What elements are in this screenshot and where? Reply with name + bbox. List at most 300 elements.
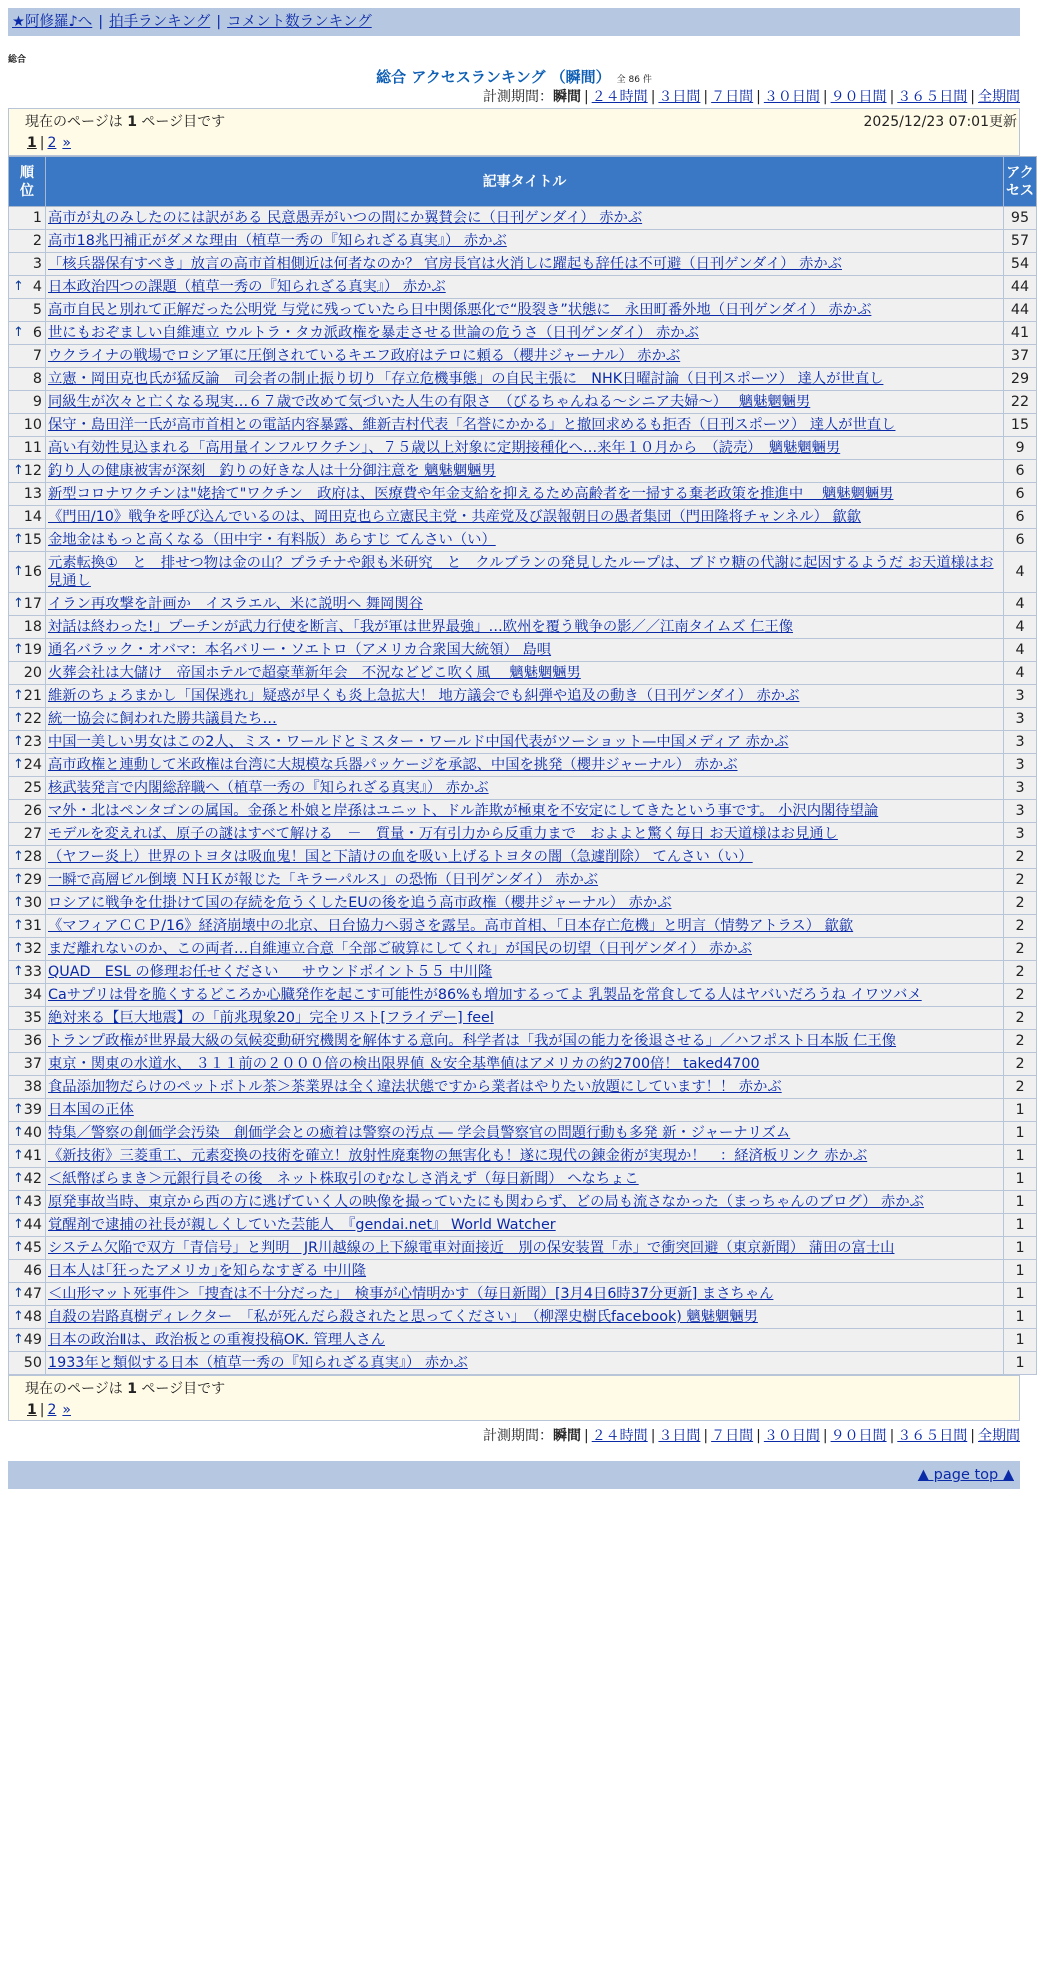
article-link[interactable]: 《マフィアＣＣＰ/16》経済崩壊中の北京、日台協力へ弱さを露呈。高市首相、「日本存亡危機」と明言（情勢アトラス） 歙歙 (48, 918, 854, 934)
rank-cell (9, 1168, 46, 1191)
table-row (9, 276, 1037, 299)
period-link[interactable]: ７日間 (711, 1428, 754, 1444)
rank-number: 23 (23, 734, 42, 750)
article-link[interactable]: 保守・島田洋一氏が高市首相との電話内容暴露、維新吉村代表「名誉にかかる」と撤回求めるも拒否（日刊スポーツ） 達人が世直し (48, 417, 896, 433)
rank-cell (9, 731, 46, 754)
title-cell (46, 322, 1004, 345)
access-count: 1 (1004, 1260, 1037, 1283)
pager-separator: | (39, 1402, 45, 1418)
title-cell (46, 1007, 1004, 1030)
table-row (9, 915, 1037, 938)
rank-cell (9, 984, 46, 1007)
access-count: 1 (1004, 1237, 1037, 1260)
table-row (9, 984, 1037, 1007)
access-count: 3 (1004, 777, 1037, 800)
table-row (9, 823, 1037, 846)
rank-cell (9, 662, 46, 685)
up-arrow-icon: ↑ (13, 1286, 24, 1301)
article-link[interactable]: 火葬会社は大儲け 帝国ホテルで超豪華新年会 不況などどこ吹く風 魑魅魍魎男 (48, 665, 581, 681)
up-arrow-icon: ↑ (13, 1332, 24, 1347)
title-cell (46, 938, 1004, 961)
title-cell (46, 708, 1004, 731)
table-row (9, 1053, 1037, 1076)
pager-current-page: 1 (27, 1402, 37, 1418)
period-separator: | (650, 1428, 656, 1444)
access-count: 29 (1004, 368, 1037, 391)
rank-number: 29 (23, 872, 42, 888)
article-link[interactable]: 1933年と類似する日本（植草一秀の『知られざる真実』） 赤かぶ (48, 1355, 468, 1371)
period-link[interactable]: ９０日間 (830, 1428, 887, 1444)
title-cell (46, 1352, 1004, 1375)
title-cell (46, 1191, 1004, 1214)
access-count: 1 (1004, 1306, 1037, 1329)
rank-cell (9, 230, 46, 253)
rank-cell (9, 253, 46, 276)
rank-number: 40 (23, 1125, 42, 1141)
up-arrow-icon: ↑ (13, 325, 24, 340)
page-top-link[interactable]: ▲ page top ▲ (917, 1467, 1014, 1483)
pager-next-link[interactable]: » (62, 1402, 71, 1418)
up-arrow-icon: ↑ (13, 1194, 24, 1209)
access-count: 2 (1004, 961, 1037, 984)
title-cell (46, 1145, 1004, 1168)
access-count: 3 (1004, 708, 1037, 731)
article-link[interactable]: システム欠陥で双方「青信号」と判明 JR川越線の上下線電車対面接近 別の保安装置「赤」で衝突回避（東京新聞） 蒲田の富士山 (48, 1240, 895, 1256)
rank-number: 11 (23, 440, 42, 456)
access-count: 1 (1004, 1191, 1037, 1214)
article-link[interactable]: 元素転換① と 排せつ物は金の山？プラチナや銀も米研究 と クルブランの発見したループは、ブドウ糖の代謝に起因するようだ お天道様はお見通し (48, 555, 994, 589)
article-link[interactable]: 釣り人の健康被害が深刻 釣りの好きな人は十分御注意を 魑魅魍魎男 (48, 463, 496, 479)
rank-cell (9, 299, 46, 322)
rank-number: 12 (23, 463, 42, 479)
access-count: 3 (1004, 823, 1037, 846)
rank-number: 36 (23, 1033, 42, 1049)
article-link[interactable]: 原発事故当時、東京から西の方に逃げていく人の映像を撮っていたにも関わらず、どの局も流さなかった（まっちゃんのブログ） 赤かぶ (48, 1194, 924, 1210)
rank-cell (9, 1076, 46, 1099)
title-cell (46, 1168, 1004, 1191)
rank-number: 32 (23, 941, 42, 957)
title-cell (46, 1260, 1004, 1283)
access-count: 4 (1004, 552, 1037, 593)
period-label: 計測期間： (482, 1428, 553, 1444)
title-cell (46, 552, 1004, 593)
title-cell (46, 915, 1004, 938)
title-cell (46, 616, 1004, 639)
title-cell (46, 437, 1004, 460)
article-link[interactable]: 東京・関東の水道水、 ３１１前の２０００倍の検出限界値 ＆安全基準値はアメリカの約2700倍！ taked4700 (48, 1056, 760, 1072)
rank-number: 46 (23, 1263, 42, 1279)
article-link[interactable]: 世にもおぞましい自維連立 ウルトラ・タカ派政権を暴走させる世論の危うさ（日刊ゲンダイ） 赤かぶ (48, 325, 699, 341)
table-row (9, 639, 1037, 662)
table-row (9, 253, 1037, 276)
up-arrow-icon: ↑ (13, 564, 24, 579)
title-cell (46, 662, 1004, 685)
up-arrow-icon: ↑ (13, 1125, 24, 1140)
rank-cell (9, 1007, 46, 1030)
article-link[interactable]: 高い有効性見込まれる「高用量インフルワクチン」、７５歳以上対象に定期接種化へ…来年１０月から （読売） 魑魅魍魎男 (48, 440, 841, 456)
ranking-table (8, 156, 1037, 1375)
pager-page-link[interactable]: 2 (47, 1402, 57, 1418)
up-arrow-icon: ↑ (13, 1309, 24, 1324)
access-count: 44 (1004, 276, 1037, 299)
table-row (9, 892, 1037, 915)
pager-next-link[interactable]: » (62, 135, 71, 151)
access-count: 37 (1004, 345, 1037, 368)
home-link[interactable]: ★阿修羅♪へ (12, 14, 93, 30)
pager-separator: | (39, 135, 45, 151)
up-arrow-icon: ↑ (13, 688, 24, 703)
comment-ranking-link[interactable]: コメント数ランキング (227, 14, 372, 30)
period-separator: | (889, 89, 895, 105)
table-row (9, 869, 1037, 892)
period-separator: | (703, 1428, 709, 1444)
article-link[interactable]: トランプ政権が世界最大級の気候変動研究機関を解体する意向。科学者は「我が国の能力を後退させる」／ハフポスト日本版 仁王像 (48, 1033, 897, 1049)
access-count: 41 (1004, 322, 1037, 345)
rank-number: 22 (23, 711, 42, 727)
period-link[interactable]: ９０日間 (830, 89, 887, 105)
access-count: 6 (1004, 483, 1037, 506)
table-row (9, 437, 1037, 460)
rank-number: 28 (23, 849, 42, 865)
access-count: 4 (1004, 662, 1037, 685)
title-cell (46, 685, 1004, 708)
table-row (9, 1099, 1037, 1122)
access-count: 4 (1004, 593, 1037, 616)
article-link[interactable]: 核武装発言で内閣総辞職へ（植草一秀の『知られざる真実』） 赤かぶ (48, 780, 489, 796)
period-separator: | (822, 1428, 828, 1444)
access-count: 1 (1004, 1329, 1037, 1352)
page-info-prefix: 現在のページは (25, 1381, 123, 1397)
table-row (9, 1191, 1037, 1214)
access-count: 2 (1004, 846, 1037, 869)
rank-number: 2 (32, 233, 42, 249)
article-link[interactable]: 金地金はもっと高くなる（田中宇・有料版）あらすじ てんさい（い） (48, 532, 496, 548)
article-link[interactable]: 絶対来る【巨大地震】の「前兆現象20」完全リスト[フライデー] feel (48, 1010, 494, 1026)
rank-number: 43 (23, 1194, 42, 1210)
table-row (9, 1076, 1037, 1099)
title-header: 記事タイトル (46, 157, 1004, 207)
rank-number: 34 (23, 987, 42, 1003)
access-count: 6 (1004, 529, 1037, 552)
period-link[interactable]: 全期間 (978, 89, 1020, 105)
article-link[interactable]: 日本国の正体 (48, 1102, 134, 1118)
applause-ranking-link[interactable]: 拍手ランキング (109, 14, 211, 30)
access-count: 4 (1004, 616, 1037, 639)
access-count: 3 (1004, 754, 1037, 777)
rank-number: 7 (32, 348, 42, 364)
article-link[interactable]: ＜紙幣ばらまき＞元銀行員その後 ネット株取引のむなしさ消えず（毎日新聞） へなちょこ (48, 1171, 639, 1187)
access-count: 44 (1004, 299, 1037, 322)
period-current: 瞬間 (552, 89, 581, 105)
period-separator: | (822, 89, 828, 105)
title-cell (46, 1329, 1004, 1352)
table-row (9, 230, 1037, 253)
title-cell (46, 414, 1004, 437)
up-arrow-icon: ↑ (13, 711, 24, 726)
rank-number: 49 (23, 1332, 42, 1348)
table-row (9, 506, 1037, 529)
rank-number: 33 (23, 964, 42, 980)
table-row (9, 1168, 1037, 1191)
article-link[interactable]: 一瞬で高層ビル倒壊 ＮＨＫが報じた「キラーパルス」の恐怖（日刊ゲンダイ） 赤かぶ (48, 872, 599, 888)
article-link[interactable]: モデルを変えれば、原子の謎はすべて解ける － 質量・万有引力から反重力まで およよと驚く毎日 お天道様はお見通し (48, 826, 838, 842)
rank-number: 25 (23, 780, 42, 796)
top-nav (8, 8, 1020, 36)
rank-cell (9, 414, 46, 437)
access-count: 22 (1004, 391, 1037, 414)
rank-cell (9, 207, 46, 230)
rank-number: 48 (23, 1309, 42, 1325)
article-link[interactable]: ＜山形マット死事件＞「捜査は不十分だった」 検事が心情明かす（毎日新聞）[3月4日6時37分更新] まさちゃん (48, 1286, 774, 1302)
up-arrow-icon: ↑ (13, 895, 24, 910)
rank-cell (9, 800, 46, 823)
article-link[interactable]: 日本人は｢狂ったアメリカ｣を知らなすぎる 中川隆 (48, 1263, 367, 1279)
period-label: 計測期間： (482, 89, 553, 105)
article-link[interactable]: 中国一美しい男女はこの2人、ミス・ワールドとミスター・ワールド中国代表がツーショット—中国メディア 赤かぶ (48, 734, 789, 750)
rank-number: 44 (23, 1217, 42, 1233)
title-cell (46, 253, 1004, 276)
page-info-panel-bottom (8, 1375, 1020, 1421)
rank-cell (9, 552, 46, 593)
title-cell (46, 368, 1004, 391)
rank-cell (9, 1329, 46, 1352)
rank-number: 3 (32, 256, 42, 272)
period-link[interactable]: ３日間 (658, 89, 701, 105)
rank-cell (9, 639, 46, 662)
title-cell (46, 1237, 1004, 1260)
table-row (9, 1260, 1037, 1283)
table-row (9, 1352, 1037, 1375)
article-link[interactable]: ウクライナの戦場でロシア軍に圧倒されているキエフ政府はテロに頼る（櫻井ジャーナル） 赤かぶ (48, 348, 681, 364)
rank-cell (9, 1191, 46, 1214)
up-arrow-icon: ↑ (13, 532, 24, 547)
period-selector (8, 86, 1020, 108)
title-cell (46, 1214, 1004, 1237)
up-arrow-icon: ↑ (13, 1102, 24, 1117)
table-row (9, 483, 1037, 506)
up-arrow-icon: ↑ (13, 757, 24, 772)
period-link[interactable]: ２４時間 (591, 89, 648, 105)
rank-cell (9, 391, 46, 414)
title-cell (46, 460, 1004, 483)
rank-number: 10 (23, 417, 42, 433)
article-link[interactable]: Caサプリは骨を脆くするどころか心臓発作を起こす可能性が86%も増加するってよ 乳製品を常食してる人はヤバいだろうね イワツバメ (48, 987, 922, 1003)
rank-cell (9, 276, 46, 299)
article-link[interactable]: 維新のちょろまかし「国保逃れ」疑惑が早くも炎上急拡大！ 地方議会でも糾弾や追及の動き（日刊ゲンダイ） 赤かぶ (48, 688, 800, 704)
article-link[interactable]: 《門田/10》戦争を呼び込んでいるのは、岡田克也ら立憲民主党・共産党及び誤報朝日の愚者集団（門田隆将チャンネル） 歙歙 (48, 509, 862, 525)
article-link[interactable]: 特集／警察の創価学会汚染 創価学会との癒着は警察の汚点 ― 学会員警察官の問題行動も多発 新・ジャーナリズム (48, 1125, 791, 1141)
title-cell (46, 593, 1004, 616)
title-cell (46, 1283, 1004, 1306)
pager-page-link[interactable]: 2 (47, 135, 57, 151)
period-link[interactable]: ２４時間 (591, 1428, 648, 1444)
title-cell (46, 777, 1004, 800)
page-info-prefix: 現在のページは (25, 114, 123, 130)
rank-cell (9, 708, 46, 731)
period-separator: | (650, 89, 656, 105)
rank-cell (9, 685, 46, 708)
access-count: 2 (1004, 892, 1037, 915)
rank-cell (9, 506, 46, 529)
article-link[interactable]: 日本政治四つの課題（植草一秀の『知られざる真実』） 赤かぶ (48, 279, 446, 295)
table-row (9, 961, 1037, 984)
article-link[interactable]: 通名バラック・オバマ：本名バリー・ソエトロ（アメリカ合衆国大統領） 島唄 (48, 642, 552, 658)
article-link[interactable]: 高市政権と連動して米政権は台湾に大規模な兵器パッケージを承認、中国を挑発（櫻井ジャーナル） 赤かぶ (48, 757, 738, 773)
rank-number: 41 (23, 1148, 42, 1164)
title-cell (46, 639, 1004, 662)
rank-cell (9, 437, 46, 460)
rank-number: 14 (23, 509, 42, 525)
table-row (9, 800, 1037, 823)
access-count: 57 (1004, 230, 1037, 253)
period-link[interactable]: ３０日間 (763, 89, 820, 105)
rank-cell (9, 483, 46, 506)
rank-number: 47 (23, 1286, 42, 1302)
period-link[interactable]: ３日間 (658, 1428, 701, 1444)
table-row (9, 1122, 1037, 1145)
article-link[interactable]: 立憲・岡田克也氏が猛反論 司会者の制止振り切り「存立危機事態」の自民主張に NHK日曜討論（日刊スポーツ） 達人が世直し (48, 371, 884, 387)
rank-cell (9, 1260, 46, 1283)
access-count: 1 (1004, 1283, 1037, 1306)
up-arrow-icon: ↑ (13, 463, 24, 478)
period-link[interactable]: 全期間 (978, 1428, 1020, 1444)
period-link[interactable]: ７日間 (711, 89, 754, 105)
title-cell (46, 391, 1004, 414)
up-arrow-icon: ↑ (13, 1217, 24, 1232)
current-page-number: 1 (127, 114, 137, 130)
table-row (9, 777, 1037, 800)
access-count: 2 (1004, 984, 1037, 1007)
article-link[interactable]: 同級生が次々と亡くなる現実…６７歳で改めて気づいた人生の有限さ （びるちゃんねる～シニア夫婦～） 魑魅魍魎男 (48, 394, 811, 410)
article-link[interactable]: 《新技術》三菱重工、元素変換の技術を確立！放射性廃棄物の無害化も！遂に現代の錬金術が実現か！ ：経済板リンク 赤かぶ (48, 1148, 868, 1164)
title-cell (46, 207, 1004, 230)
article-link[interactable]: 日本の政治Ⅱは、政治板との重複投稿OK. 管理人さん (48, 1332, 385, 1348)
title-cell (46, 230, 1004, 253)
rank-cell (9, 1306, 46, 1329)
article-link[interactable]: QUAD ESL の修理お任せください ＿ サウンドポイント５５ 中川隆 (48, 964, 493, 980)
article-link[interactable]: 統一協会に飼われた勝共議員たち… (48, 711, 277, 727)
rank-number: 5 (32, 302, 42, 318)
period-separator: | (970, 89, 975, 105)
period-link[interactable]: ３６５日間 (897, 89, 968, 105)
article-link[interactable]: ロシアに戦争を仕掛けて国の存続を危うくしたEUの後を追う高市政権（櫻井ジャーナル） 赤かぶ (48, 895, 672, 911)
rank-number: 31 (23, 918, 42, 934)
access-count: 2 (1004, 869, 1037, 892)
title-cell (46, 800, 1004, 823)
article-link[interactable]: 新型コロナワクチンは"姥捨て"ワクチン 政府は、医療費や年金支給を抑えるため高齢者を一掃する棄老政策を推進中 魑魅魍魎男 (48, 486, 894, 502)
rank-number: 17 (23, 596, 42, 612)
access-count: 95 (1004, 207, 1037, 230)
pager (25, 133, 1017, 153)
table-row (9, 391, 1037, 414)
table-row (9, 846, 1037, 869)
article-link[interactable]: 高市が丸のみしたのには訳がある 民意愚弄がいつの間にか翼賛会に（日刊ゲンダイ） 赤かぶ (48, 210, 643, 226)
article-link[interactable]: 食品添加物だらけのペットボトル茶＞茶業界は全く違法状態ですから業者はやりたい放題にしています！！ 赤かぶ (48, 1079, 782, 1095)
title-cell (46, 483, 1004, 506)
period-link[interactable]: ３６５日間 (897, 1428, 968, 1444)
article-link[interactable]: 対話は終わった!」プーチンが武力行使を断言、「我が軍は世界最強」…欧州を覆う戦争の影／／江南タイムズ 仁王像 (48, 619, 793, 635)
rank-cell (9, 1145, 46, 1168)
rank-cell (9, 892, 46, 915)
title-cell (46, 892, 1004, 915)
article-link[interactable]: イラン再攻撃を計画か イスラエル、米に説明へ 舞岡関谷 (48, 596, 423, 612)
up-arrow-icon: ↑ (13, 1240, 24, 1255)
table-row (9, 1329, 1037, 1352)
rank-number: 37 (23, 1056, 42, 1072)
access-count: 2 (1004, 1030, 1037, 1053)
table-row (9, 1030, 1037, 1053)
access-count: 6 (1004, 460, 1037, 483)
table-row (9, 685, 1037, 708)
access-count: 2 (1004, 1007, 1037, 1030)
rank-cell (9, 1237, 46, 1260)
rank-number: 1 (32, 210, 42, 226)
total-count: 全 86 件 (616, 75, 652, 85)
title-cell (46, 506, 1004, 529)
title-cell (46, 1053, 1004, 1076)
rank-number: 18 (23, 619, 42, 635)
rank-cell (9, 823, 46, 846)
period-separator: | (756, 89, 761, 105)
table-row (9, 207, 1037, 230)
page-heading (8, 66, 1020, 86)
rank-number: 30 (23, 895, 42, 911)
article-link[interactable]: （ヤフー炎上）世界のトヨタは吸血鬼！国と下請けの血を吸い上げるトヨタの闇（急遽削除） てんさい（い） (48, 849, 753, 865)
rank-number: 35 (23, 1010, 42, 1026)
rank-cell (9, 1053, 46, 1076)
rank-number: 6 (32, 325, 42, 341)
article-link[interactable]: 「核兵器保有すべき」放言の高市首相側近は何者なのか？ 官房長官は火消しに躍起も辞任は不可避（日刊ゲンダイ） 赤かぶ (48, 256, 842, 272)
table-row (9, 1306, 1037, 1329)
rank-number: 39 (23, 1102, 42, 1118)
rank-number: 16 (23, 564, 42, 580)
category-label: 総合 (8, 55, 27, 65)
article-link[interactable]: 高市18兆円補正がダメな理由（植草一秀の『知られざる真実』） 赤かぶ (48, 233, 507, 249)
access-count: 1 (1004, 1099, 1037, 1122)
rank-cell (9, 1122, 46, 1145)
article-link[interactable]: まだ離れないのか、この両者…自維連立合意「全部ご破算にしてくれ」が国民の切望（日刊ゲンダイ） 赤かぶ (48, 941, 752, 957)
rank-number: 42 (23, 1171, 42, 1187)
access-count: 54 (1004, 253, 1037, 276)
table-row (9, 345, 1037, 368)
up-arrow-icon: ↑ (13, 1171, 24, 1186)
period-separator: | (889, 1428, 895, 1444)
up-arrow-icon: ↑ (13, 964, 24, 979)
table-row (9, 1007, 1037, 1030)
table-row (9, 731, 1037, 754)
article-link[interactable]: 高市自民と別れて正解だった公明党 与党に残っていたら日中関係悪化で“股裂き”状態に 永田町番外地（日刊ゲンダイ） 赤かぶ (48, 302, 872, 318)
table-row (9, 662, 1037, 685)
rank-cell (9, 915, 46, 938)
access-header: アク セス (1004, 157, 1037, 207)
rank-number: 26 (23, 803, 42, 819)
article-link[interactable]: 自殺の岩路真樹ディレクター 「私が死んだら殺されたと思ってください」 （柳澤史樹氏facebook) 魑魅魍魎男 (48, 1309, 758, 1325)
page-info (25, 1378, 1017, 1400)
page-title: 総合 アクセスランキング （瞬間） (376, 68, 611, 86)
title-cell (46, 299, 1004, 322)
article-link[interactable]: 覚醒剤で逮捕の社長が親しくしていた芸能人 『gendai.net』 World Watcher (48, 1217, 556, 1233)
title-cell (46, 846, 1004, 869)
rank-cell (9, 1099, 46, 1122)
up-arrow-icon: ↑ (13, 941, 24, 956)
period-link[interactable]: ３０日間 (763, 1428, 820, 1444)
title-cell (46, 754, 1004, 777)
title-cell (46, 276, 1004, 299)
rank-number: 38 (23, 1079, 42, 1095)
title-cell (46, 984, 1004, 1007)
article-link[interactable]: マ外・北はペンタゴンの属国。金孫と朴娘と岸孫はユニット、ドル詐欺が極東を不安定にしてきたという事です。 小沢内閣待望論 (48, 803, 879, 819)
rank-number: 21 (23, 688, 42, 704)
